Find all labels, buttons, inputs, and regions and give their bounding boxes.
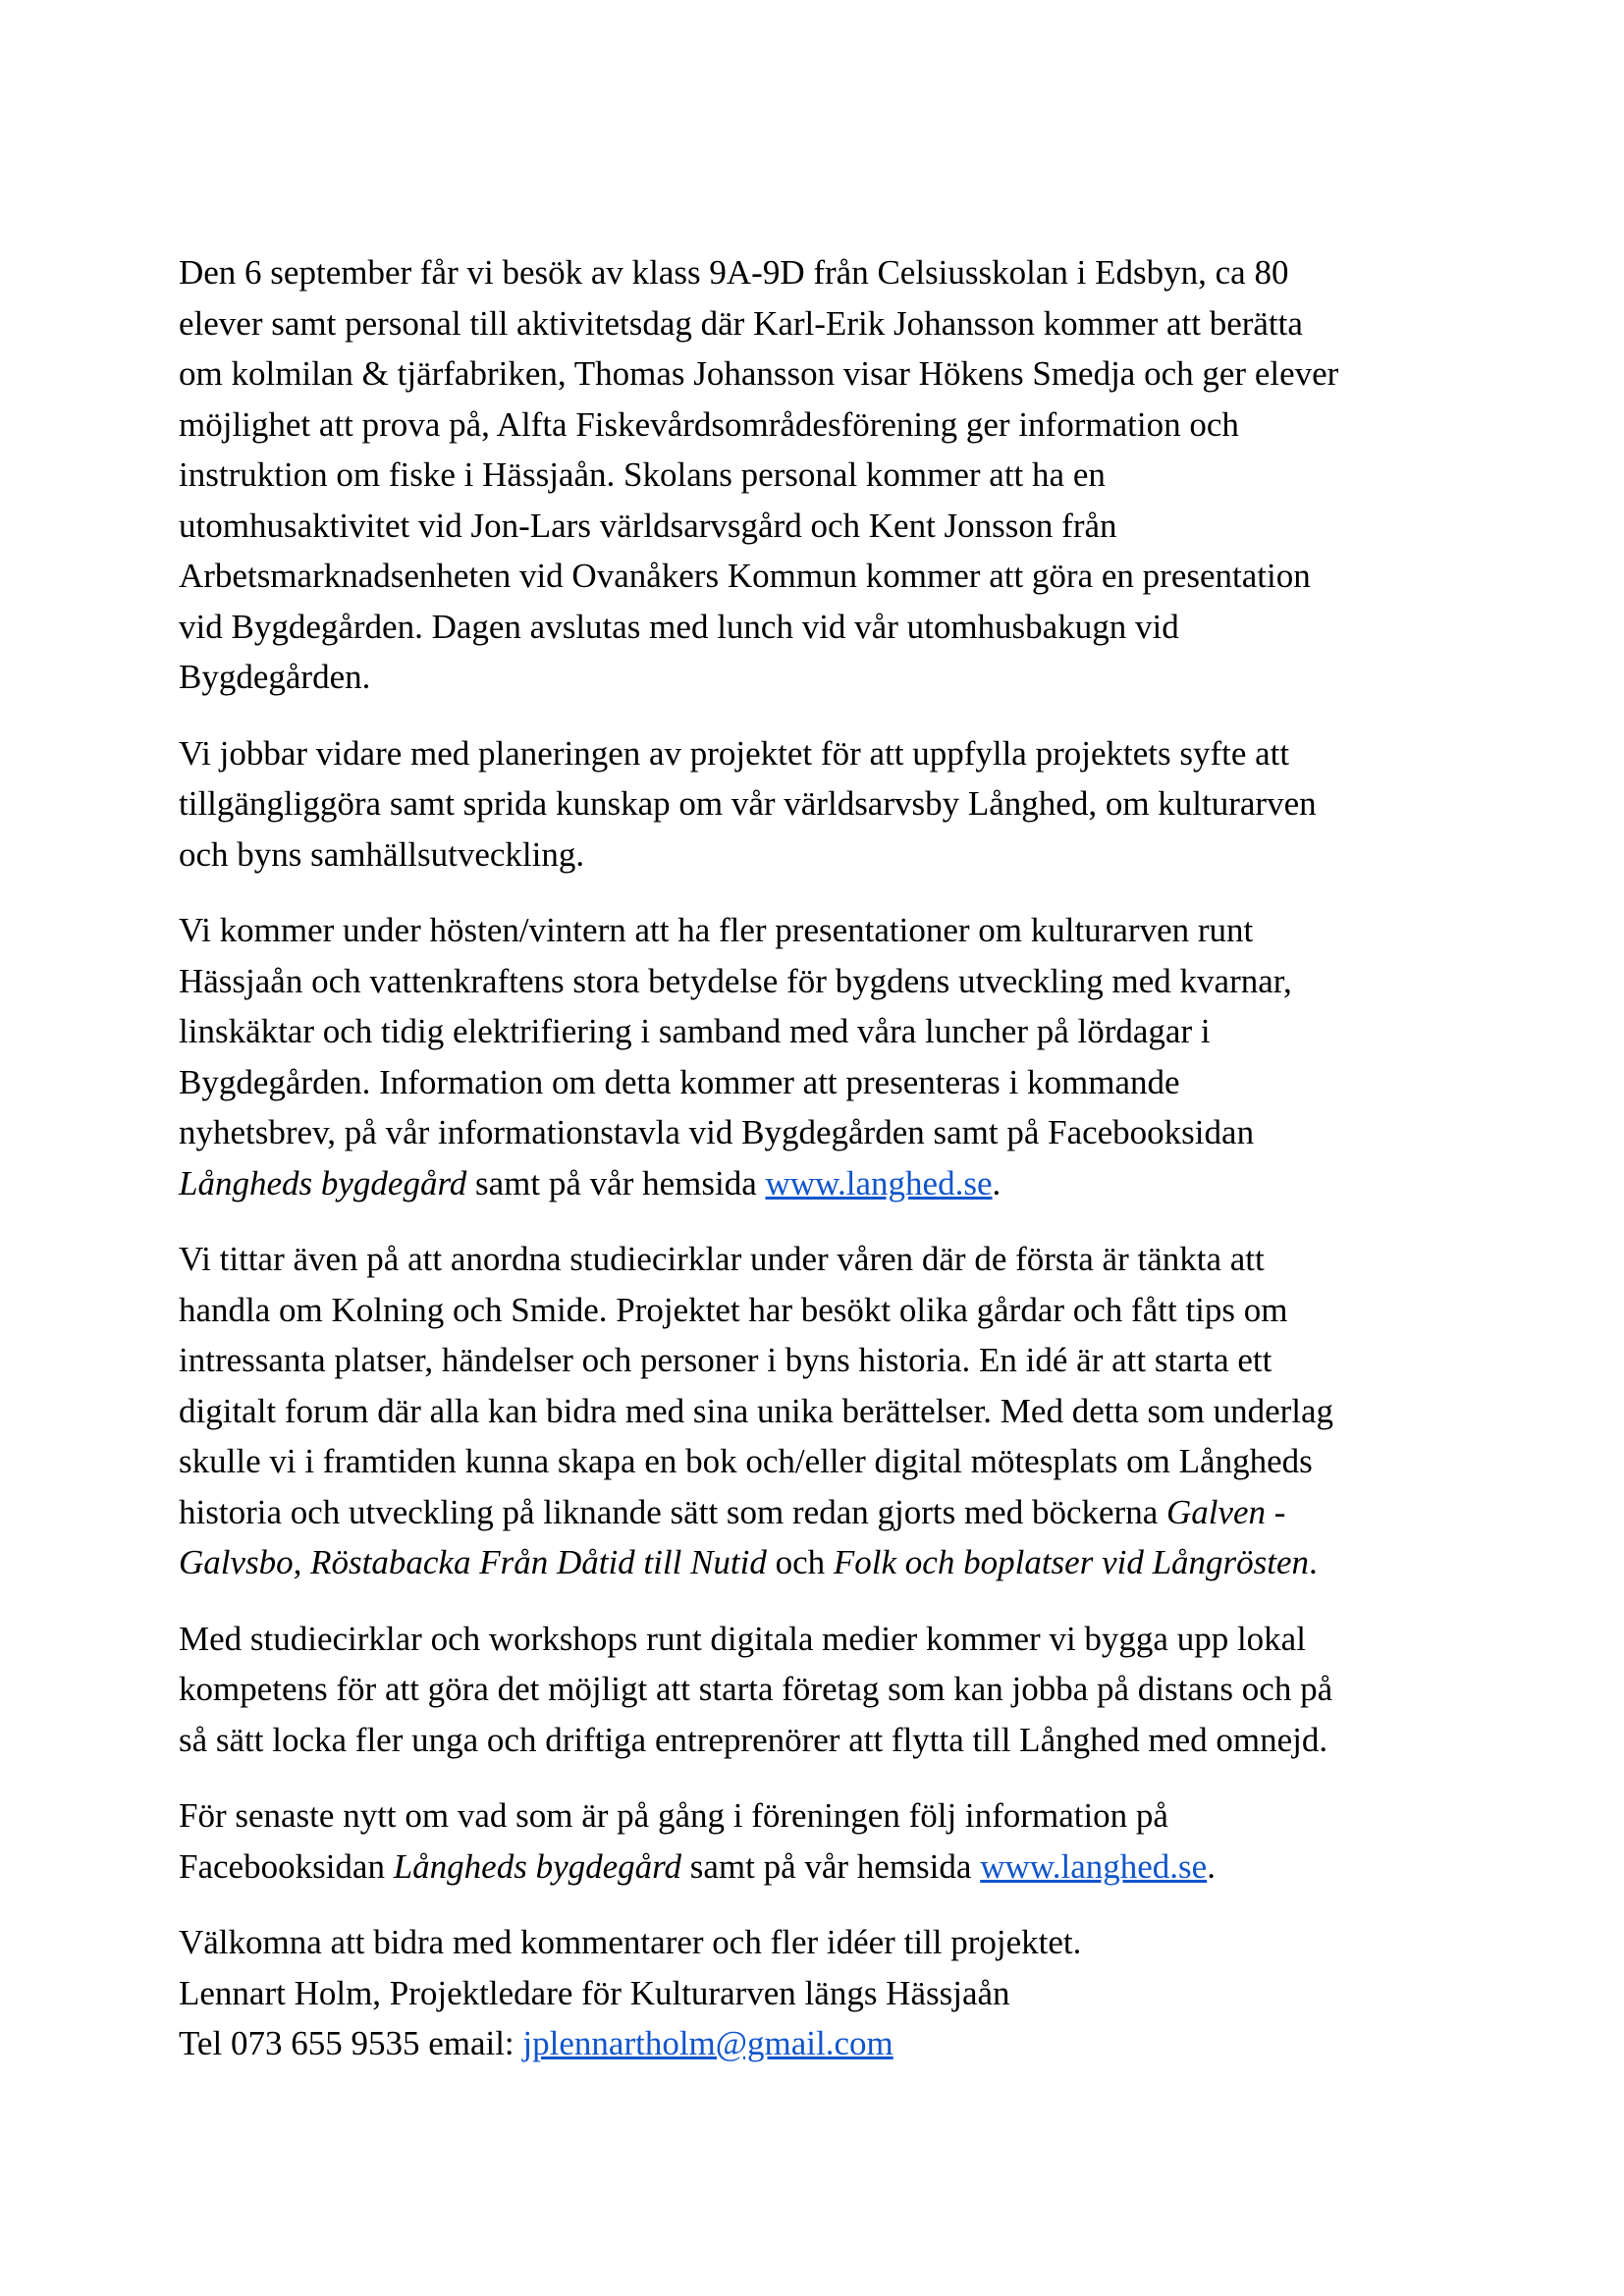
book-title: Folk och boplatser vid Långrösten xyxy=(833,1543,1310,1581)
text-line: Vi kommer under hösten/vintern att ha fler presentationer om kulturarven runt xyxy=(179,911,1254,949)
text-line xyxy=(179,1158,1494,1209)
text-line: vid Bygdegården. Dagen avslutas med lunch vid vår utomhusbakugn vid xyxy=(179,607,1179,646)
text-line: Bygdegården. Information om detta kommer att presenteras i kommande xyxy=(179,1062,1180,1101)
website-link[interactable]: www.langhed.se xyxy=(980,1846,1208,1886)
paragraph-signature xyxy=(179,1917,1494,2069)
text-line: nyhetsbrev, på vår informationstavla vid Bygdegården samt på Facebooksidan xyxy=(179,1113,1255,1151)
book-title: Galven - xyxy=(1165,1492,1286,1531)
text-fragment: . xyxy=(1309,1543,1318,1581)
text-line: Vi tittar även på att anordna studiecirklar under våren där de första är tänkta att xyxy=(179,1240,1265,1278)
text-line: Bygdegården. xyxy=(179,658,371,696)
text-fragment: och xyxy=(766,1543,834,1581)
text-line: Arbetsmarknadsenheten vid Ovanåkers Kommun kommer att göra en presentation xyxy=(179,557,1311,595)
website-link[interactable]: www.langhed.se xyxy=(765,1163,993,1202)
welcome-line: Välkomna att bidra med kommentarer och fler idéer till projektet. xyxy=(179,1923,1082,1961)
text-line: För senaste nytt om vad som är på gång i föreningen följ information på xyxy=(179,1796,1168,1835)
text-line: skulle vi i framtiden kunna skapa en bok och/eller digital mötesplats om Långheds xyxy=(179,1442,1313,1480)
email-link[interactable]: jplennartholm@gmail.com xyxy=(522,2024,893,2062)
book-title: Galvsbo, Röstabacka Från Dåtid till Nutid xyxy=(179,1543,767,1581)
text-line: elever samt personal till aktivitetsdag där Karl-Erik Johansson kommer att berätta xyxy=(179,303,1303,343)
text-line: om kolmilan & tjärfabriken, Thomas Johansson visar Hökens Smedja och ger elever xyxy=(179,354,1339,393)
text-line: instruktion om fiske i Hässjaån. Skolans personal kommer att ha en xyxy=(179,455,1106,494)
text-line: så sätt locka fler unga och driftiga entreprenörer att flytta till Långhed med omnejd. xyxy=(179,1720,1328,1759)
text-line: intressanta platser, händelser och personer i byns historia. En idé är att starta ett xyxy=(179,1341,1272,1379)
text-line: möjlighet att prova på, Alfta Fiskevårdsområdesförening ger information och xyxy=(179,404,1239,444)
text-line xyxy=(179,1842,1494,1893)
text-line: digitalt forum där alla kan bidra med sina unika berättelser. Med detta som underlag xyxy=(179,1391,1334,1430)
text-fragment: historia och utveckling på liknande sätt som redan gjorts med böckerna xyxy=(179,1492,1166,1531)
facebook-page-name: Långheds bygdegård xyxy=(393,1846,681,1886)
phone-text: Tel 073 655 9535 email: xyxy=(179,2024,523,2062)
text-line: och byns samhällsutveckling. xyxy=(179,834,585,874)
text-line: Med studiecirklar och workshops runt digitala medier kommer vi bygga upp lokal xyxy=(179,1619,1306,1658)
text-fragment: . xyxy=(1207,1846,1216,1886)
text-line xyxy=(179,1537,1494,1588)
paragraph-presentations xyxy=(179,905,1494,1208)
text-line xyxy=(179,1487,1494,1538)
text-line: Hässjaån och vattenkraftens stora betydelse för bygdens utveckling med kvarnar, xyxy=(179,961,1292,1000)
paragraph-study-circles xyxy=(179,1234,1494,1588)
paragraph-school-visit xyxy=(179,247,1494,703)
text-line: handla om Kolning och Smide. Projektet har besökt olika gårdar och fått tips om xyxy=(179,1290,1288,1329)
text-fragment: Facebooksidan xyxy=(179,1846,394,1886)
contact-line xyxy=(179,2018,1494,2069)
paragraph-project-planning xyxy=(179,728,1494,881)
text-fragment: . xyxy=(992,1163,1001,1202)
paragraph-digital-media xyxy=(179,1614,1494,1766)
text-line: kompetens för att göra det möjligt att starta företag som kan jobba på distans och på xyxy=(179,1670,1333,1708)
author-line: Lennart Holm, Projektledare för Kulturarven längs Hässjaån xyxy=(179,1973,1010,2012)
text-line: linskäktar och tidig elektrifiering i samband med våra luncher på lördagar i xyxy=(179,1012,1211,1050)
text-line: tillgängliggöra samt sprida kunskap om vår världsarvsby Långhed, om kulturarven xyxy=(179,784,1317,823)
text-line: Vi jobbar vidare med planeringen av projektet för att uppfylla projektets syfte att xyxy=(179,733,1290,773)
text-line: utomhusaktivitet vid Jon-Lars världsarvsgård och Kent Jonsson från xyxy=(179,506,1117,545)
paragraph-latest-news xyxy=(179,1790,1494,1892)
facebook-page-name: Långheds bygdegård xyxy=(179,1163,467,1202)
text-fragment: samt på vår hemsida xyxy=(680,1846,981,1886)
document-body xyxy=(179,247,1494,2095)
text-line: Den 6 september får vi besök av klass 9A-9D från Celsiusskolan i Edsbyn, ca 80 xyxy=(179,253,1289,292)
text-fragment: samt på vår hemsida xyxy=(466,1163,766,1202)
